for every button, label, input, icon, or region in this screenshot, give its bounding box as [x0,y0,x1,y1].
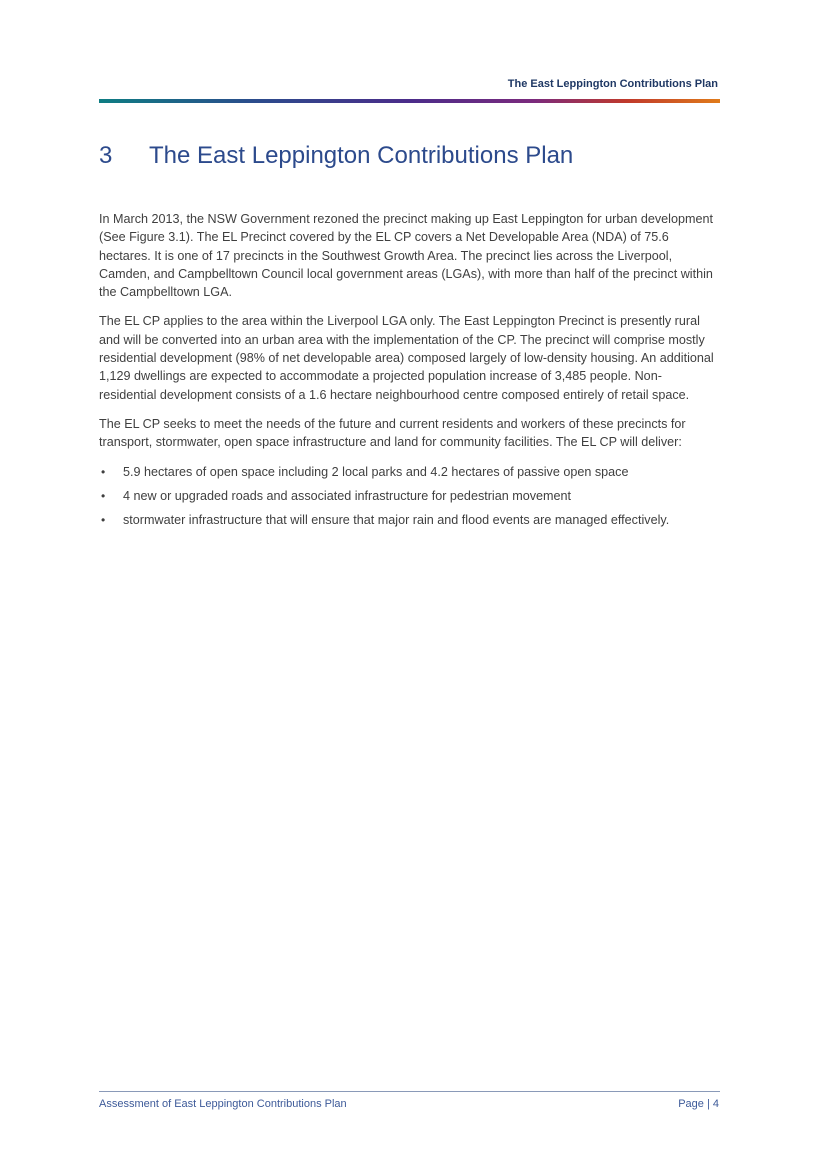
bullet-icon: • [101,513,106,528]
list-item [99,511,719,529]
deliverables-list [99,463,719,530]
list-item-text: 4 new or upgraded roads and associated infrastructure for pedestrian movement [123,488,572,503]
paragraph-intro: In March 2013, the NSW Government rezoned the precinct making up East Leppington for urban development (See Figure 3.1). The EL Precinct covered by the EL CP covers a Net Developable Area (NDA) of 75.6 hectares. It is one of 17 precincts in the Southwest Growth Area. The precinct lies across the Liverpool, Camden, and Campbelltown Council local government areas (LGAs), with more than half of the precinct within the Campbelltown LGA. [99,212,713,300]
footer-rule [99,1091,720,1092]
header-gradient-rule [99,99,720,103]
footer-page-number: Page | 4 [678,1098,719,1110]
body-text [99,210,719,535]
list-item-text: 5.9 hectares of open space including 2 local parks and 4.2 hectares of passive open space [123,464,629,479]
footer-document-title: Assessment of East Leppington Contributions Plan [99,1098,347,1110]
list-item [99,487,719,505]
bullet-icon: • [101,488,106,503]
paragraph-deliverables: The EL CP seeks to meet the needs of the future and current residents and workers of these precincts for transport, stormwater, open space infrastructure and land for community facilities. The EL CP will deliver: [99,416,686,450]
section-number: 3 [99,142,113,169]
bullet-icon: • [101,464,106,479]
section-title: The East Leppington Contributions Plan [149,142,574,169]
paragraph-applicability: The EL CP applies to the area within the Liverpool LGA only. The East Leppington Precinct is presently rural and will be converted into an urban area with the implementation of the CP. The precinct will comprise mostly residential development (98% of net developable area) composed largely of low-density housing. An additional 1,129 dwellings are expected to accommodate a projected population increase of 3,485 people. Non-residential development consists of a 1.6 hectare neighbourhood centre composed entirely of retail space. [99,314,714,402]
list-item [99,463,719,481]
running-header-title: The East Leppington Contributions Plan [507,78,718,90]
list-item-text: stormwater infrastructure that will ensure that major rain and flood events are managed effectively. [123,513,670,528]
section-heading [99,142,719,170]
